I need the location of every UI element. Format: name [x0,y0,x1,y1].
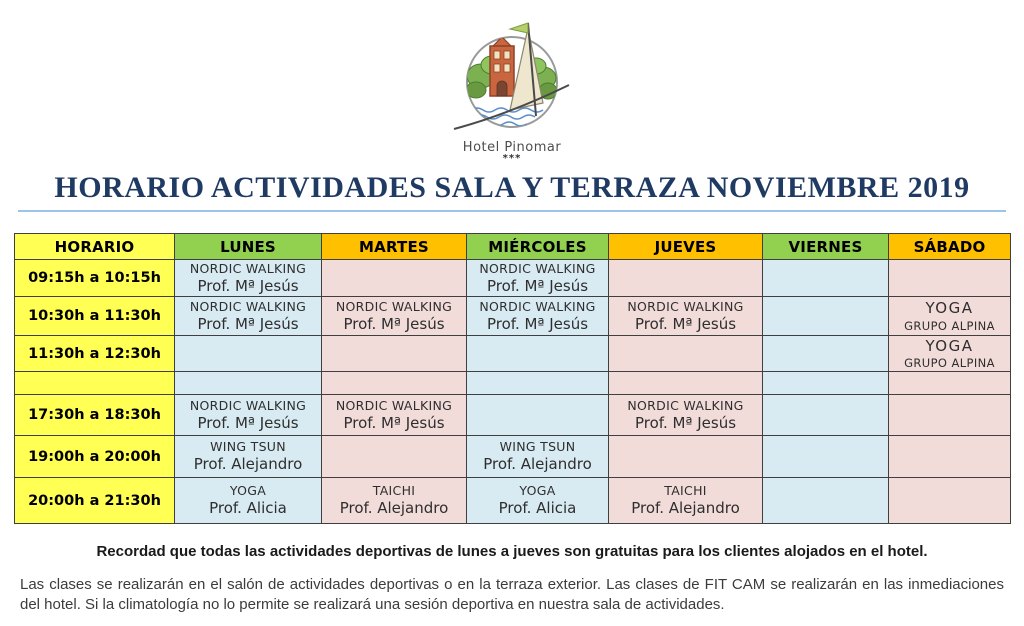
cell-lunes [175,436,322,478]
cell-miercoles [467,336,609,372]
cell-viernes [763,478,889,524]
header-horario: HORARIO [15,234,175,260]
cell-martes [322,297,467,336]
activity-name: YOGA [519,483,556,498]
activity-name: YOGA [229,483,267,498]
cell-jueves [609,372,763,395]
activity-name: TAICHI [372,483,416,498]
header-miercoles: MIÉRCOLES [467,234,609,260]
cell-miercoles [467,395,609,436]
activity-teacher: Prof. Mª Jesús [197,276,299,295]
cell-viernes [763,395,889,436]
cell-martes [322,436,467,478]
time-cell: 20:00h a 21:30h [15,478,175,524]
cell-lunes [175,478,322,524]
cell-sabado [889,297,1011,336]
cell-lunes [175,297,322,336]
flag-icon [510,23,528,33]
cell-sabado [889,436,1011,478]
activity-teacher: Prof. Mª Jesús [197,413,299,432]
activity-teacher: Prof. Mª Jesús [634,413,737,432]
time-cell: 10:30h a 11:30h [15,297,175,336]
time-cell: 19:00h a 20:00h [15,436,175,478]
hotel-name: Hotel Pinomar [462,140,562,155]
activity-name: YOGA [925,299,974,318]
schedule-row-1130 [15,336,1011,372]
activity-teacher: Prof. Mª Jesús [343,413,445,432]
schedule-row-separator [15,372,1011,395]
activity-teacher: Prof. Alejandro [193,455,303,474]
cell-miercoles [467,478,609,524]
activity-teacher: Prof. Mª Jesús [197,314,299,333]
cell-sabado [889,372,1011,395]
time-cell: 09:15h a 10:15h [15,260,175,297]
activity-group: GRUPO ALPINA [904,318,995,333]
cell-lunes [175,260,322,297]
cell-miercoles [467,436,609,478]
header-jueves: JUEVES [609,234,763,260]
cell-jueves [609,260,763,297]
activity-teacher: Prof. Alicia [209,499,287,518]
schedule-table [14,233,1011,524]
time-cell: 11:30h a 12:30h [15,336,175,372]
hotel-logo [0,0,1024,163]
header-lunes: LUNES [175,234,322,260]
hotel-logo-emblem [451,16,573,138]
cell-jueves [609,478,763,524]
cell-lunes [175,336,322,372]
building-icon [490,37,514,96]
free-activities-note: Recordad que todas las actividades deportivas de lunes a jueves son gratuitas para los clientes alojados en el hotel. [96,543,928,560]
time-cell: 17:30h a 18:30h [15,395,175,436]
schedule-row-0915 [15,260,1011,297]
title-divider [18,210,1006,212]
cell-sabado [889,260,1011,297]
activity-name: NORDIC WALKING [335,298,453,314]
activity-teacher: Prof. Mª Jesús [634,314,737,333]
activity-teacher: Prof. Mª Jesús [486,276,589,295]
cell-miercoles [467,372,609,395]
cell-viernes [763,372,889,395]
cell-miercoles [467,260,609,297]
location-note: Las clases se realizarán en el salón de actividades deportivas o en la terraza exterior. Las clases de FIT CAM se realizarán en las inmediaciones del hotel. Si la climatología no lo permite se realizará una sesión deportiva en nuestra sala de actividades. [20,576,1004,614]
activity-name: NORDIC WALKING [479,260,596,276]
cell-viernes [763,297,889,336]
cell-martes [322,478,467,524]
cell-sabado [889,395,1011,436]
cell-sabado [889,336,1011,372]
activity-teacher: Prof. Mª Jesús [486,314,589,333]
activity-name: WING TSUN [499,439,576,454]
schedule-row-1730 [15,395,1011,436]
cell-martes [322,372,467,395]
cell-jueves [609,436,763,478]
schedule-row-1030 [15,297,1011,336]
cell-martes [322,395,467,436]
cell-viernes [763,260,889,297]
cell-jueves [609,297,763,336]
schedule-row-1900 [15,436,1011,478]
header-viernes: VIERNES [763,234,889,260]
header-sabado: SÁBADO [889,234,1011,260]
activity-name: TAICHI [664,483,707,498]
header-martes: MARTES [322,234,467,260]
activity-teacher: Prof. Alejandro [339,499,449,518]
time-cell [15,372,175,395]
schedule-row-2000 [15,478,1011,524]
cell-martes [322,260,467,297]
cell-jueves [609,336,763,372]
activity-name: NORDIC WALKING [189,397,307,413]
activity-name: WING TSUN [210,439,286,454]
activity-name: YOGA [925,336,974,355]
activity-teacher: Prof. Alejandro [631,499,740,518]
activity-teacher: Prof. Alicia [498,499,577,518]
activity-name: NORDIC WALKING [627,397,744,413]
activity-name: NORDIC WALKING [335,397,453,413]
cell-lunes [175,395,322,436]
cell-sabado [889,478,1011,524]
hotel-stars: *** [502,153,522,164]
activity-name: NORDIC WALKING [479,298,596,314]
activity-name: NORDIC WALKING [189,260,307,276]
activity-teacher: Prof. Mª Jesús [343,314,445,333]
activity-name: NORDIC WALKING [189,298,307,314]
cell-jueves [609,395,763,436]
cell-viernes [763,436,889,478]
page-title: HORARIO ACTIVIDADES SALA Y TERRAZA NOVIEMBRE 2019 [54,171,970,204]
cell-viernes [763,336,889,372]
cell-martes [322,336,467,372]
cell-lunes [175,372,322,395]
activity-teacher: Prof. Alejandro [483,455,592,474]
activity-group: GRUPO ALPINA [904,356,995,371]
cell-miercoles [467,297,609,336]
activity-name: NORDIC WALKING [627,298,744,314]
header-row [15,234,1011,260]
